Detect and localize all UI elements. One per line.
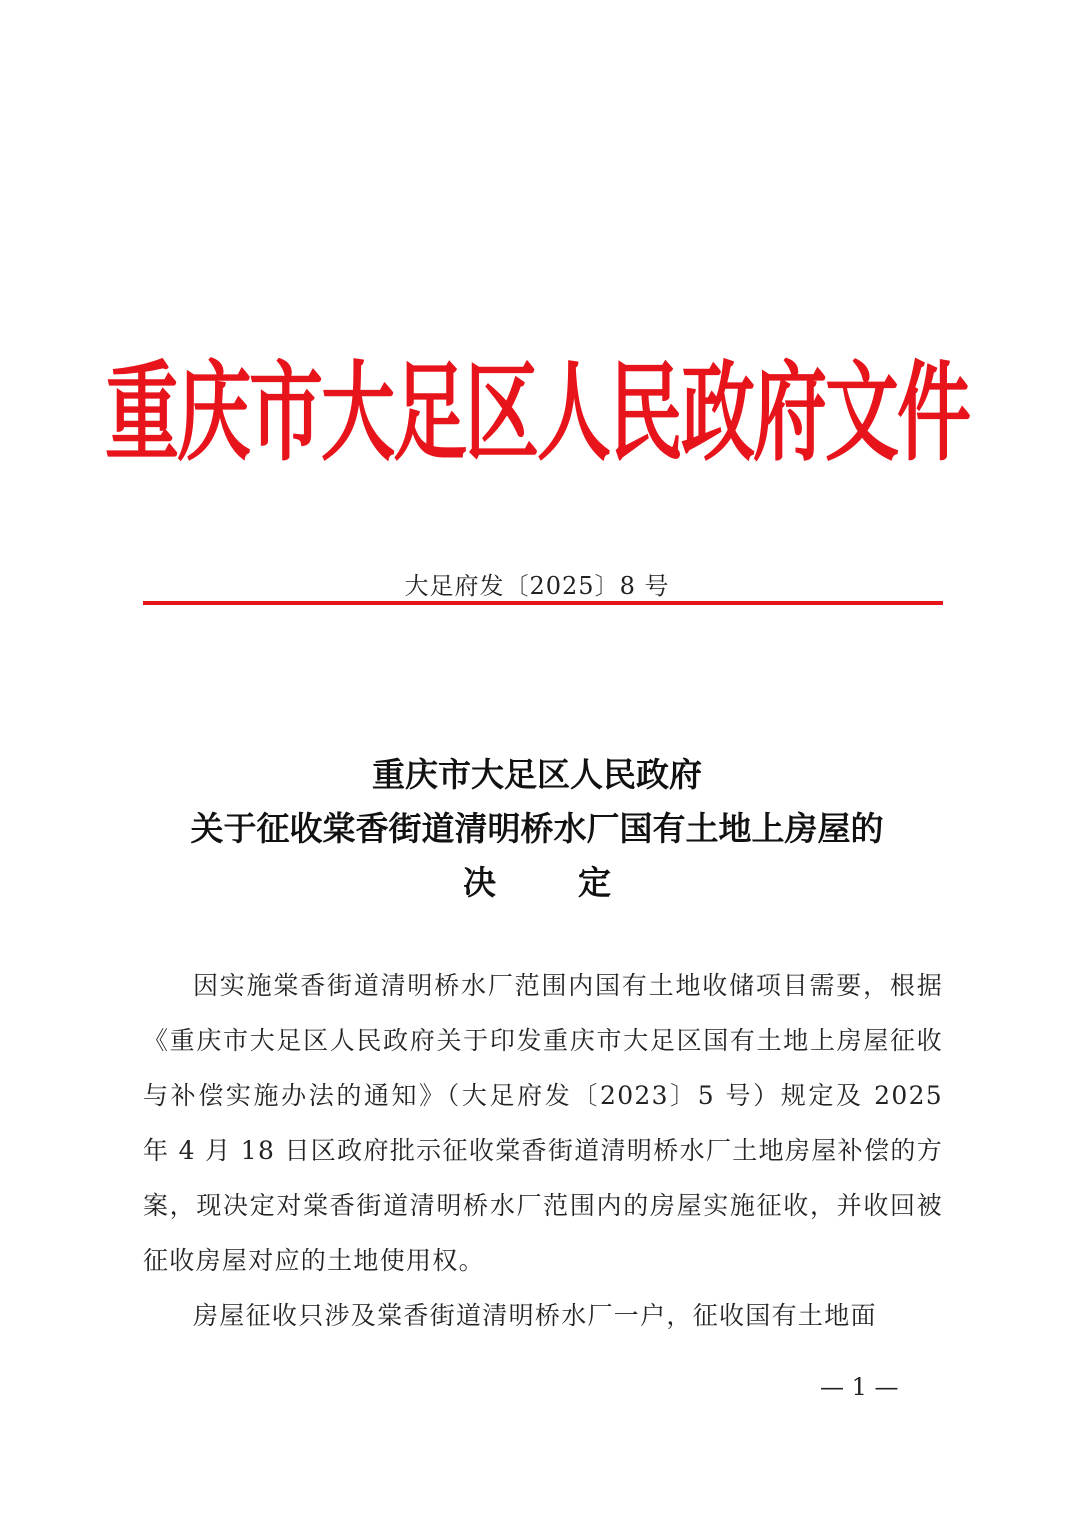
body-paragraph-2: 房屋征收只涉及棠香街道清明桥水厂一户，征收国有土地面 [193, 1301, 877, 1330]
document-masthead: 重庆市大足区人民政府文件 [105, 351, 969, 476]
title-line-1: 重庆市大足区人民政府 [372, 755, 702, 794]
document-body [143, 958, 943, 1343]
title-line-3: 决定 [463, 863, 693, 902]
document-number: 大足府发〔2025〕8 号 [404, 572, 670, 600]
page-number: — 1 — [820, 1373, 899, 1401]
red-divider-rule [143, 601, 943, 605]
document-title [0, 748, 1074, 910]
title-line-2: 关于征收棠香街道清明桥水厂国有土地上房屋的 [190, 809, 884, 848]
body-paragraph-1: 因实施棠香街道清明桥水厂范围内国有土地收储项目需要，根据《重庆市大足区人民政府关于印发重庆市大足区国有土地上房屋征收与补偿实施办法的通知》（大足府发〔2023〕5 号）规定及 2025 年 4 月 18 日区政府批示征收棠香街道清明桥水厂土地房屋补偿的方案，现决定对棠香街道清明桥水厂范围内的房屋实施征收，并收回被征收房屋对应的土地使用权。 [143, 971, 943, 1275]
